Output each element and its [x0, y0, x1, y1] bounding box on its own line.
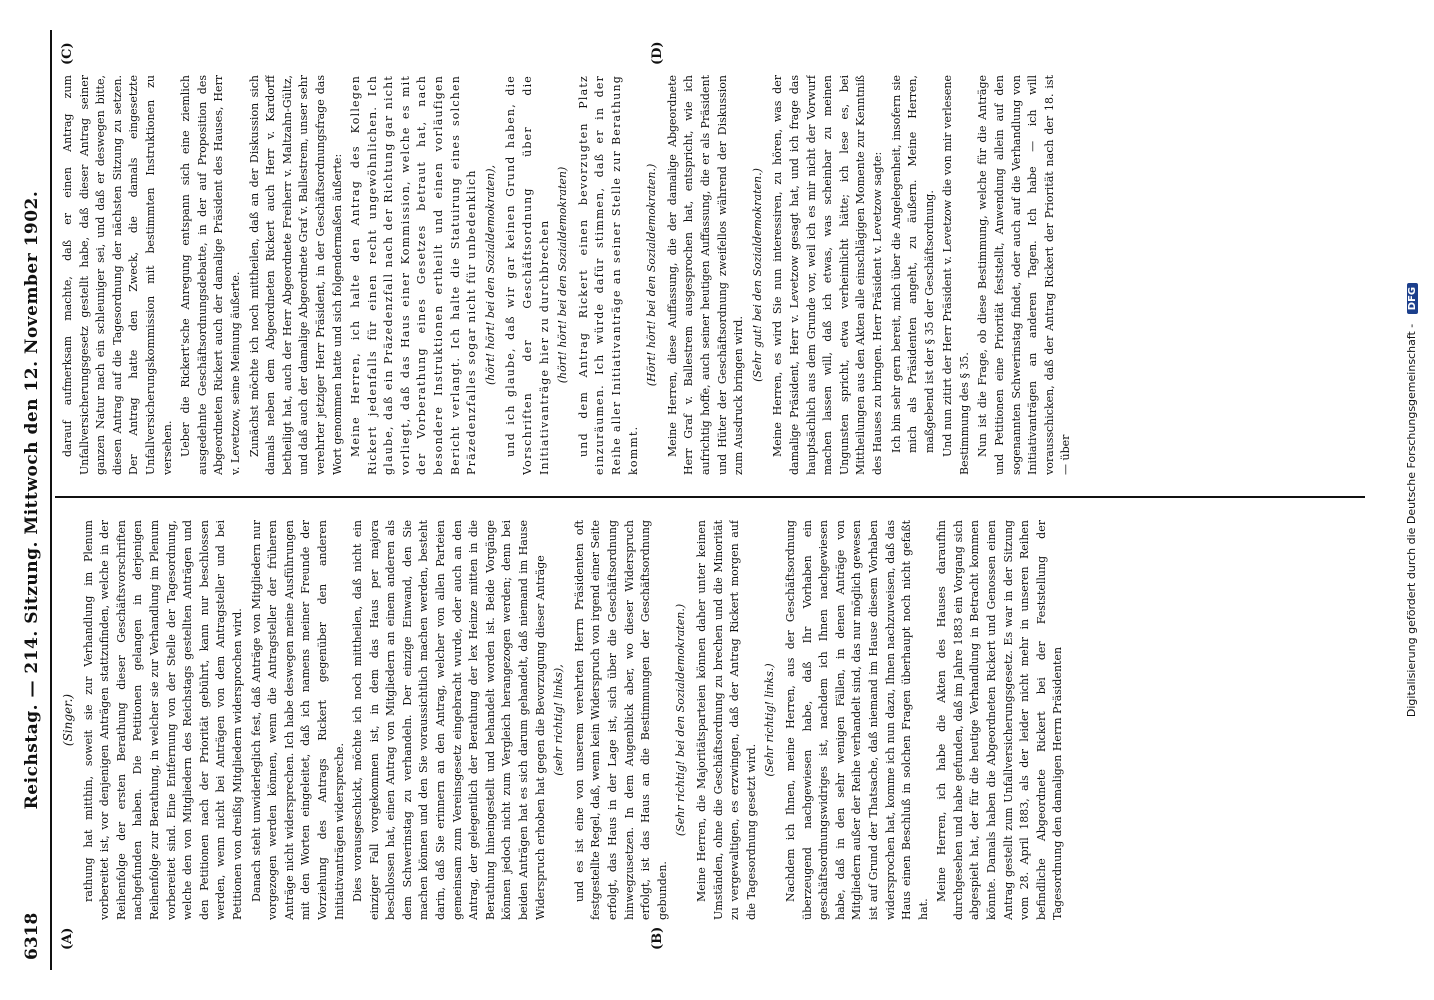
- interjection: (Sehr gut! bei den Sozialdemokraten.): [750, 168, 764, 382]
- paragraph: Meine Herren, diese Auffassung, die der damalige Abgeordnete Herr Graf v. Ballestrem ausgesprochen hat, entspricht, wie ich aufrichtig hoffe, auch seiner heutigen Auffassung, die er als Präsident und Hüter der Geschäftsordnung zweifellos während der Diskussion zum Ausdruck bringen wird.: [665, 75, 746, 475]
- footer-text: Digitalisierung gefördert durch die Deutsche Forschungsgemeinschaft -: [1405, 323, 1418, 718]
- paragraph: Danach steht unwiderleglich fest, daß Anträge von Mitgliedern nur vorgezogen werden können, wenn die Antragsteller der früheren Anträge nicht widersprechen. Ich habe deswegen meine Ausführungen mit den Worten eingeleitet, daß ich namens meiner Freunde der Vorziehung des Antrags Rickert gegenüber den anderen Initiativanträgen widerspreche.: [249, 520, 346, 920]
- block-quote: Ich bin sehr gern bereit, mich über die Angelegenheit, insofern sie mich als Präsidenten angeht, zu äußern. Meine Herren, maßgebend ist der § 35 der Geschäftsordnung.: [889, 75, 936, 453]
- paragraph: Dies vorausgeschickt, möchte ich noch mittheilen, daß nicht ein einziger Fall vorgekommen ist, in dem das Haus per majora beschlossen hat, einen Antrag von Mitgliedern an einem anderen als dem Schwerinstag zu verhandeln. Der einzige Einwand, den Sie machen können und den Sie voraussichtlich machen werden, besteht darin, daß Sie erinnern an den Antrag, welcher von allen Parteien gemeinsam zum Vereinsgesetz eingebracht wurde, oder auch an den Antrag, der gelegentlich der Berathung der lex Heinze mitten in die Berathung hineingestellt und behandelt worden ist. Beide Vorgänge können jedoch nicht zum Vergleich herangezogen werden; denn bei beiden Anträgen hat es sich darum gehandelt, daß niemand im Hause Widerspruch erhoben hat gegen die Bevorzugung dieser Anträge: [351, 520, 547, 920]
- paragraph: Nun ist die Frage, ob diese Bestimmung, welche für die Anträge und Petitionen eine Priorität feststellt, Anwendung allein auf den sogenannten Schwerinstag findet, oder auch auf die Verhandlung von Initiativanträgen an anderen Tagen. Ich habe — ich will vorausschicken, daß der Antrag Rickert der Priorität nach der 18. ist — über: [976, 75, 1073, 475]
- header-rule: [50, 30, 52, 970]
- speaker-label: (Singer.): [61, 693, 75, 747]
- margin-letter-c: (C): [60, 42, 75, 65]
- paragraph: Nachdem ich Ihnen, meine Herren, aus der Geschäftsordnung überzeugend nachgewiesen habe, daß Ihr Vorhaben ein geschäftsordnungswidriges ist, nachdem ich Ihnen nachgewiesen habe, daß in den sehr wenigen Fällen, in denen Anträge von Mitgliedern außer der Reihe verhandelt sind, das nur möglich gewesen ist auf Grund der Thatsache, daß niemand im Hause diesem Vorhaben widersprochen hat, komme ich nun dazu, Ihnen nachzuweisen, daß das Haus einen Beschluß in solchen Fragen überhaupt noch nicht gefaßt hat.: [783, 520, 930, 920]
- paragraph: Meine Herren, ich habe die Akten des Hauses daraufhin durchgesehen und habe gefunden, daß im Jahre 1883 ein Vorgang sich abgespielt hat, der für die heutige Verhandlung in Betracht kommen könnte. Damals haben die Abgeordneten Rickert und Genossen einen Antrag gestellt zum Unfallversicherungsgesetz. Es war in der Sitzung vom 28. April 1883, als der leider nicht mehr in unseren Reihen befindliche Abgeordnete Rickert bei der Feststellung der Tagesordnung den damaligen Herrn Präsidenten: [935, 520, 1065, 920]
- paragraph: Meine Herren, es wird Sie nun interessiren, zu hören, was der damalige Präsident, Herr v. Levetzow gesagt hat, und ich frage das hauptsächlich aus dem Grunde vor, weil ich es mir nicht der Vorwurf machen lassen will, daß ich etwas, was scheinbar zu meinen Ungunsten spricht, etwa verheimlicht hätte; ich lese es, bei Mittheilungen aus den Akten alle einschlägigen Momente zur Kenntniß des Hauses zu bringen. Herr Präsident v. Levetzow sagte:: [771, 75, 884, 475]
- column-rule: [55, 496, 1365, 498]
- page-header: [18, 40, 48, 960]
- interjection: (hört! hört! bei den Sozialdemokraten): [556, 166, 570, 384]
- paragraph: Ueber die Rickert'sche Anregung entspann sich eine ziemlich ausgedehnte Geschäftsordnungsdebatte, in der auf Proposition des Abgeordneten Rickert auch der damalige Präsident des Hauses, Herr v. Levetzow, seine Meinung äußerte.: [179, 75, 242, 475]
- interjection: (Sehr richtig! bei den Sozialdemokraten.): [674, 603, 688, 837]
- margin-letter-b: (B): [650, 926, 665, 950]
- quoted-paragraph: Meine Herren, ich halte den Antrag des Kollegen Rickert jedenfalls für einen recht ungewöhnlichen. Ich glaube, daß ein Präzedenzfall nach der Richtung gar nicht vorliegt, daß das Haus einer Kommission, welche es mit der Vorberathung eines Gesetzes betraut hat, nach besondere Instruktionen ertheilt und einen vorläufigen Bericht verlangt. Ich halte die Statuirung eines solchen Präzedenzfalles sogar nicht für unbedenklich: [349, 75, 479, 475]
- quoted-paragraph: und dem Antrag Rickert einen bevorzugten Platz einzuräumen. Ich würde dafür stimmen, daß er in der Reihe aller Initiativanträge an seiner Stelle zur Berathung kommt.: [576, 75, 640, 475]
- interjection: (sehr richtig! links),: [552, 664, 566, 776]
- interjection: (Sehr richtig! links.): [763, 663, 777, 777]
- page-title: Reichstag. — 214. Sitzung. Mittwoch den 12. November 1902.: [22, 190, 42, 810]
- right-column: [60, 75, 1350, 475]
- interjection: (Hört! hört! bei den Sozialdemokraten.): [645, 163, 659, 387]
- paragraph: rathung hat mitthin, soweit sie zur Verhandlung im Plenum vorbereitet ist, vor denjenigen Anträgen stattzufinden, welche in der Reihenfolge der ersten Berathung dieser Geschäftsvorschriften nachgefunden haben. Die Petitionen gelangen in derjenigen Reihenfolge zur Berathung, in welcher sie zur Verhandlung im Plenum vorbereitet sind. Eine Entfernung von der Stelle der Tagesordnung, welche den von Mitgliedern des Reichstags gestellten Anträgen und den Petitionen nach der Priorität gebührt, kann nur beschlossen werden, wenn nicht bei Anträgen von dem Antragsteller und bei Petitionen von dreißig Mitgliedern widersprochen wird.: [81, 520, 244, 920]
- dfg-logo-badge: DFG: [1407, 283, 1418, 314]
- margin-letter-a: (A): [60, 927, 75, 950]
- quoted-paragraph: und ich glaube, daß wir gar keinen Grund haben, die Vorschriften der Geschäftsordnung über die Initiativanträge hier zu durchbrechen: [504, 75, 551, 475]
- digitization-footer: [1405, 0, 1418, 1000]
- paragraph: Und nun zitirt der Herr Präsident v. Levetzow die von mir verlesene Bestimmung des § 35.: [941, 75, 971, 475]
- paragraph: Zunächst möchte ich noch mittheilen, daß an der Diskussion sich damals neben dem Abgeordneten Rickert auch Herr v. Kardorff betheiligt hat, auch der Herr Abgeordnete Freiherr v. Maltzahn-Gültz, und daß auch der damalige Abgeordnete Graf v. Ballestrem, unser sehr verehrter jetziger Herr Präsident, in der Geschäftsordnungsfrage das Wort genommen hatte und sich folgendermaßen äußerte:: [247, 75, 344, 475]
- paragraph: darauf aufmerksam machte, daß er einen Antrag zum Unfallversicherungsgesetz gestellt habe, daß dieser Antrag seiner ganzen Natur nach ein schleuniger sei, und daß er deswegen bitte, diesen Antrag auf die Tagesordnung der nächsten Sitzung zu setzen. Der Antrag hatte den Zweck, die damals eingesetzte Unfallversicherungskommission mit bestimmten Instruktionen zu versehen.: [61, 75, 174, 475]
- paragraph: Meine Herren, die Majoritätsparteien können daher unter keinen Umständen, ohne die Geschäftsordnung zu brechen und die Minorität zu vergewaltigen, es erzwingen, daß der Antrag Rickert morgen auf die Tagesordnung gesetzt wird.: [694, 520, 758, 920]
- interjection: (hört! hört! bei den Sozialdemokraten),: [483, 164, 497, 386]
- margin-letter-d: (D): [650, 41, 665, 65]
- left-column: [60, 520, 1350, 920]
- paragraph: und es ist eine von unserem verehrten Herrn Präsidenten oft festgestellte Regel, daß, wenn kein Widerspruch von irgend einer Seite erfolgt, das Haus in der Lage ist, sich über die Geschäftsordnung hinwegzusetzen. In dem Augenblick aber, wo dieser Widerspruch erfolgt, ist das Haus an die Bestimmungen der Geschäftsordnung gebunden.: [572, 520, 669, 920]
- page-number: 6318: [22, 912, 42, 960]
